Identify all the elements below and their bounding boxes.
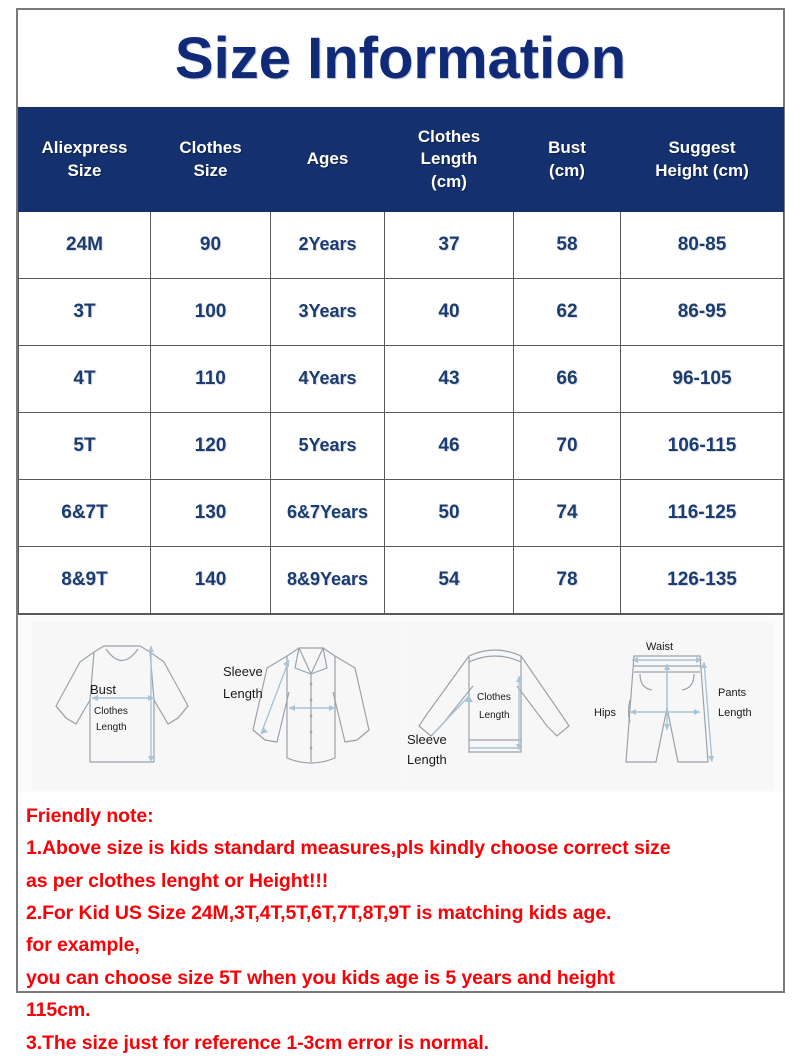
illus-label: Pants bbox=[717, 686, 747, 699]
header-line: Aliexpress bbox=[41, 137, 128, 157]
note-line: 115cm. bbox=[26, 999, 91, 1022]
header-line: Length bbox=[420, 149, 478, 169]
cell-clothes-length: 54 bbox=[385, 547, 514, 614]
table-row bbox=[19, 212, 784, 279]
cell-suggest-height: 86-95 bbox=[621, 279, 784, 346]
note-line: as per clothes lenght or Height!!! bbox=[26, 869, 329, 892]
header-line: (cm) bbox=[549, 160, 585, 180]
cell-ages: 4Years bbox=[271, 346, 385, 413]
header-line: Size bbox=[193, 160, 228, 180]
cell-bust: 74 bbox=[514, 480, 621, 547]
long-sleeve-tee-diagram bbox=[32, 622, 217, 790]
illus-label: Length bbox=[478, 709, 510, 721]
illus-label: Clothes bbox=[94, 705, 128, 717]
illus-label: Clothes bbox=[476, 691, 511, 703]
cell-bust: 62 bbox=[514, 279, 621, 346]
header-line: Bust bbox=[548, 137, 586, 157]
cell-bust: 66 bbox=[514, 346, 621, 413]
note-line: 3.The size just for reference 1-3cm error is normal. bbox=[26, 1031, 489, 1054]
cell-clothes-size: 120 bbox=[151, 413, 271, 480]
illus-label: Length bbox=[96, 721, 127, 733]
cell-aliexpress-size: 8&9T bbox=[19, 547, 151, 614]
cell-ages: 6&7Years bbox=[271, 480, 385, 547]
cell-bust: 58 bbox=[514, 212, 621, 279]
table-row bbox=[19, 413, 784, 480]
illus-label: Length bbox=[717, 706, 752, 719]
cell-clothes-size: 130 bbox=[151, 480, 271, 547]
cell-ages: 5Years bbox=[271, 413, 385, 480]
header-row bbox=[19, 108, 784, 212]
table-row bbox=[19, 547, 784, 614]
table-row bbox=[19, 346, 784, 413]
illus-label: Length bbox=[223, 685, 264, 701]
column-header-ages bbox=[271, 108, 385, 212]
size-chart-card bbox=[16, 8, 785, 1054]
cell-clothes-length: 40 bbox=[385, 279, 514, 346]
cell-clothes-size: 140 bbox=[151, 547, 271, 614]
column-header-clothes-length bbox=[385, 108, 514, 212]
header-line: Ages bbox=[306, 149, 349, 169]
table-row bbox=[19, 279, 784, 346]
cell-aliexpress-size: 24M bbox=[19, 212, 151, 279]
note-line: for example, bbox=[26, 934, 140, 957]
cell-ages: 2Years bbox=[271, 212, 385, 279]
note-line: 2.For Kid US Size 24M,3T,4T,5T,6T,7T,8T,9T is matching kids age. bbox=[26, 902, 612, 925]
page-title: Size Information bbox=[174, 26, 627, 91]
illus-label: Sleeve bbox=[223, 663, 264, 679]
cell-suggest-height: 80-85 bbox=[621, 212, 784, 279]
illus-label: Waist bbox=[645, 640, 674, 653]
cell-aliexpress-size: 5T bbox=[19, 413, 151, 480]
cell-ages: 3Years bbox=[271, 279, 385, 346]
cell-aliexpress-size: 3T bbox=[19, 279, 151, 346]
header-line: Clothes bbox=[179, 137, 242, 157]
cell-bust: 78 bbox=[514, 547, 621, 614]
illus-label: Length bbox=[406, 751, 447, 767]
column-header-aliexpress-size bbox=[19, 108, 151, 212]
cell-suggest-height: 126-135 bbox=[621, 547, 784, 614]
sweatshirt-diagram bbox=[403, 622, 588, 790]
cell-clothes-size: 90 bbox=[151, 212, 271, 279]
cell-suggest-height: 96-105 bbox=[621, 346, 784, 413]
illus-label: Sleeve bbox=[406, 731, 447, 747]
header-line: Clothes bbox=[417, 126, 481, 146]
column-header-bust bbox=[514, 108, 621, 212]
cell-aliexpress-size: 4T bbox=[19, 346, 151, 413]
header-line: (cm) bbox=[431, 171, 467, 191]
measurement-illustrations bbox=[18, 614, 783, 792]
title-bar bbox=[18, 10, 783, 107]
button-shirt-diagram bbox=[217, 622, 402, 790]
header-line: Height (cm) bbox=[655, 160, 749, 180]
table-body bbox=[19, 212, 784, 614]
table-row bbox=[19, 480, 784, 547]
cell-bust: 70 bbox=[514, 413, 621, 480]
cell-aliexpress-size: 6&7T bbox=[19, 480, 151, 547]
note-line: you can choose size 5T when you kids age is 5 years and height bbox=[26, 966, 615, 989]
pants-diagram bbox=[588, 622, 773, 790]
cell-clothes-size: 100 bbox=[151, 279, 271, 346]
column-header-clothes-size bbox=[151, 108, 271, 212]
header-line: Size bbox=[67, 160, 102, 180]
cell-suggest-height: 116-125 bbox=[621, 480, 784, 547]
table-header bbox=[19, 108, 784, 212]
cell-ages: 8&9Years bbox=[271, 547, 385, 614]
cell-clothes-length: 50 bbox=[385, 480, 514, 547]
size-table bbox=[18, 107, 784, 614]
friendly-note-block bbox=[18, 792, 783, 1059]
cell-clothes-length: 46 bbox=[385, 413, 514, 480]
cell-clothes-length: 43 bbox=[385, 346, 514, 413]
note-line: 1.Above size is kids standard measures,pls kindly choose correct size bbox=[26, 837, 671, 860]
cell-clothes-length: 37 bbox=[385, 212, 514, 279]
column-header-suggest-height bbox=[621, 108, 784, 212]
cell-clothes-size: 110 bbox=[151, 346, 271, 413]
note-heading: Friendly note: bbox=[26, 805, 154, 827]
illus-label: Bust bbox=[90, 681, 117, 697]
illus-label: Hips bbox=[593, 706, 616, 719]
header-line: Suggest bbox=[668, 137, 736, 157]
cell-suggest-height: 106-115 bbox=[621, 413, 784, 480]
